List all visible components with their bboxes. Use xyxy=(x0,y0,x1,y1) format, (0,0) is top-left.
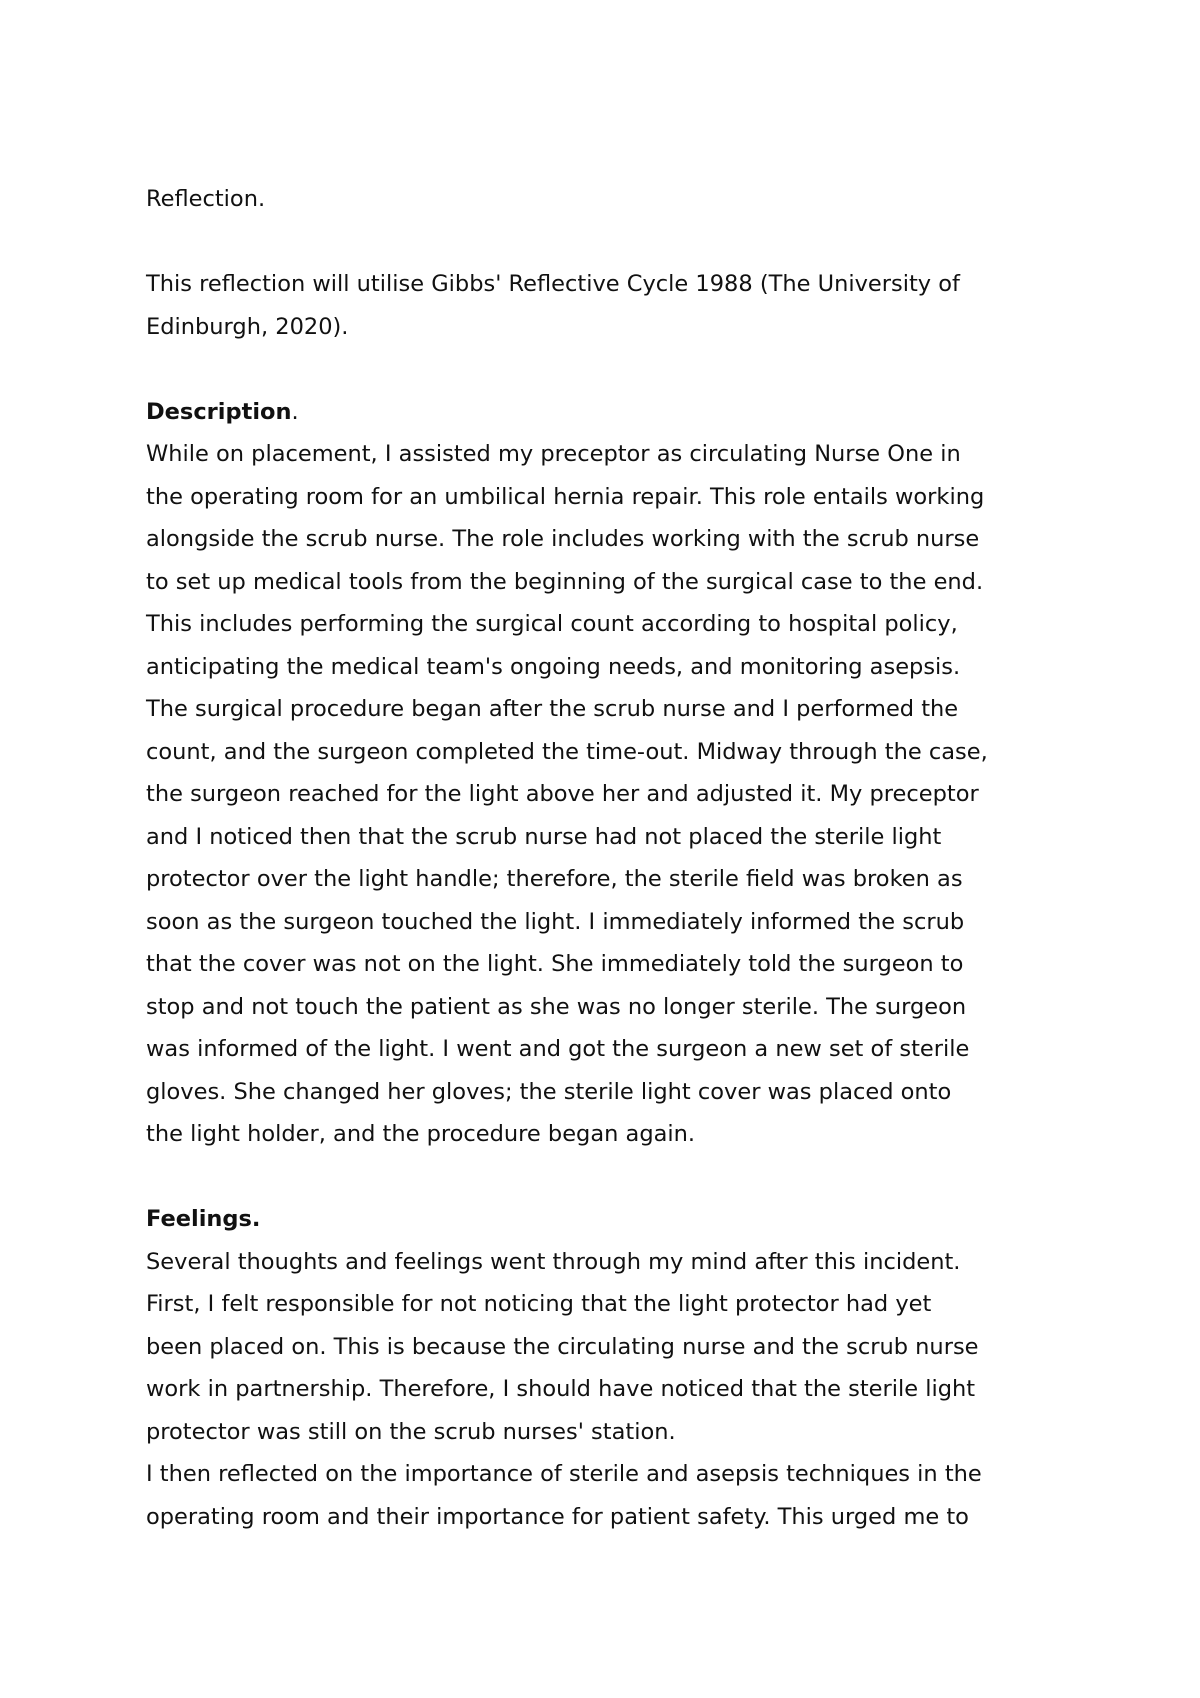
heading-text: Description xyxy=(146,398,292,425)
heading-suffix: . xyxy=(291,398,299,425)
feelings-paragraph-1: Several thoughts and feelings went through my mind after this incident. First, I felt responsible for not noticing that the light protector had yet been placed on. This is because the circulating nurse and the scrub nurse work in partnership. Therefore, I should have noticed that the sterile light protector was still on the scrub nurses' station. xyxy=(146,1248,979,1445)
feelings-paragraph-2: I then reflected on the importance of sterile and asepsis techniques in the operating room and their importance for patient safety. This urged me to xyxy=(146,1461,982,1530)
spacer xyxy=(146,1156,1106,1199)
spacer xyxy=(146,348,1106,391)
section-heading-feelings xyxy=(146,1198,1106,1241)
description-paragraph: While on placement, I assisted my preceptor as circulating Nurse One in the operating room for an umbilical hernia repair. This role entails working alongside the scrub nurse. The role includes working with the scrub nurse to set up medical tools from the beginning of the surgical case to the end. This includes performing the surgical count according to hospital policy, anticipating the medical team's ongoing needs, and monitoring asepsis. The surgical procedure began after the scrub nurse and I performed the count, and the surgeon completed the time-out. Midway through the case, the surgeon reached for the light above her and adjusted it. My preceptor and I noticed then that the scrub nurse had not placed the sterile light protector over the light handle; therefore, the sterile field was broken as soon as the surgeon touched the light. I immediately informed the scrub that the cover was not on the light. She immediately told the surgeon to stop and not touch the patient as she was no longer sterile. The surgeon was informed of the light. I went and got the surgeon a new set of sterile gloves. She changed her gloves; the sterile light cover was placed onto the light holder, and the procedure began again. xyxy=(146,441,988,1147)
document-title: Reflection. xyxy=(146,186,266,212)
spacer xyxy=(146,221,1106,264)
heading-text: Feelings. xyxy=(146,1206,261,1232)
section-heading-description xyxy=(146,391,1106,434)
document-page xyxy=(146,178,1106,1538)
intro-paragraph: This reflection will utilise Gibbs' Reflective Cycle 1988 (The University of Edinburgh, 2020). xyxy=(146,271,960,340)
